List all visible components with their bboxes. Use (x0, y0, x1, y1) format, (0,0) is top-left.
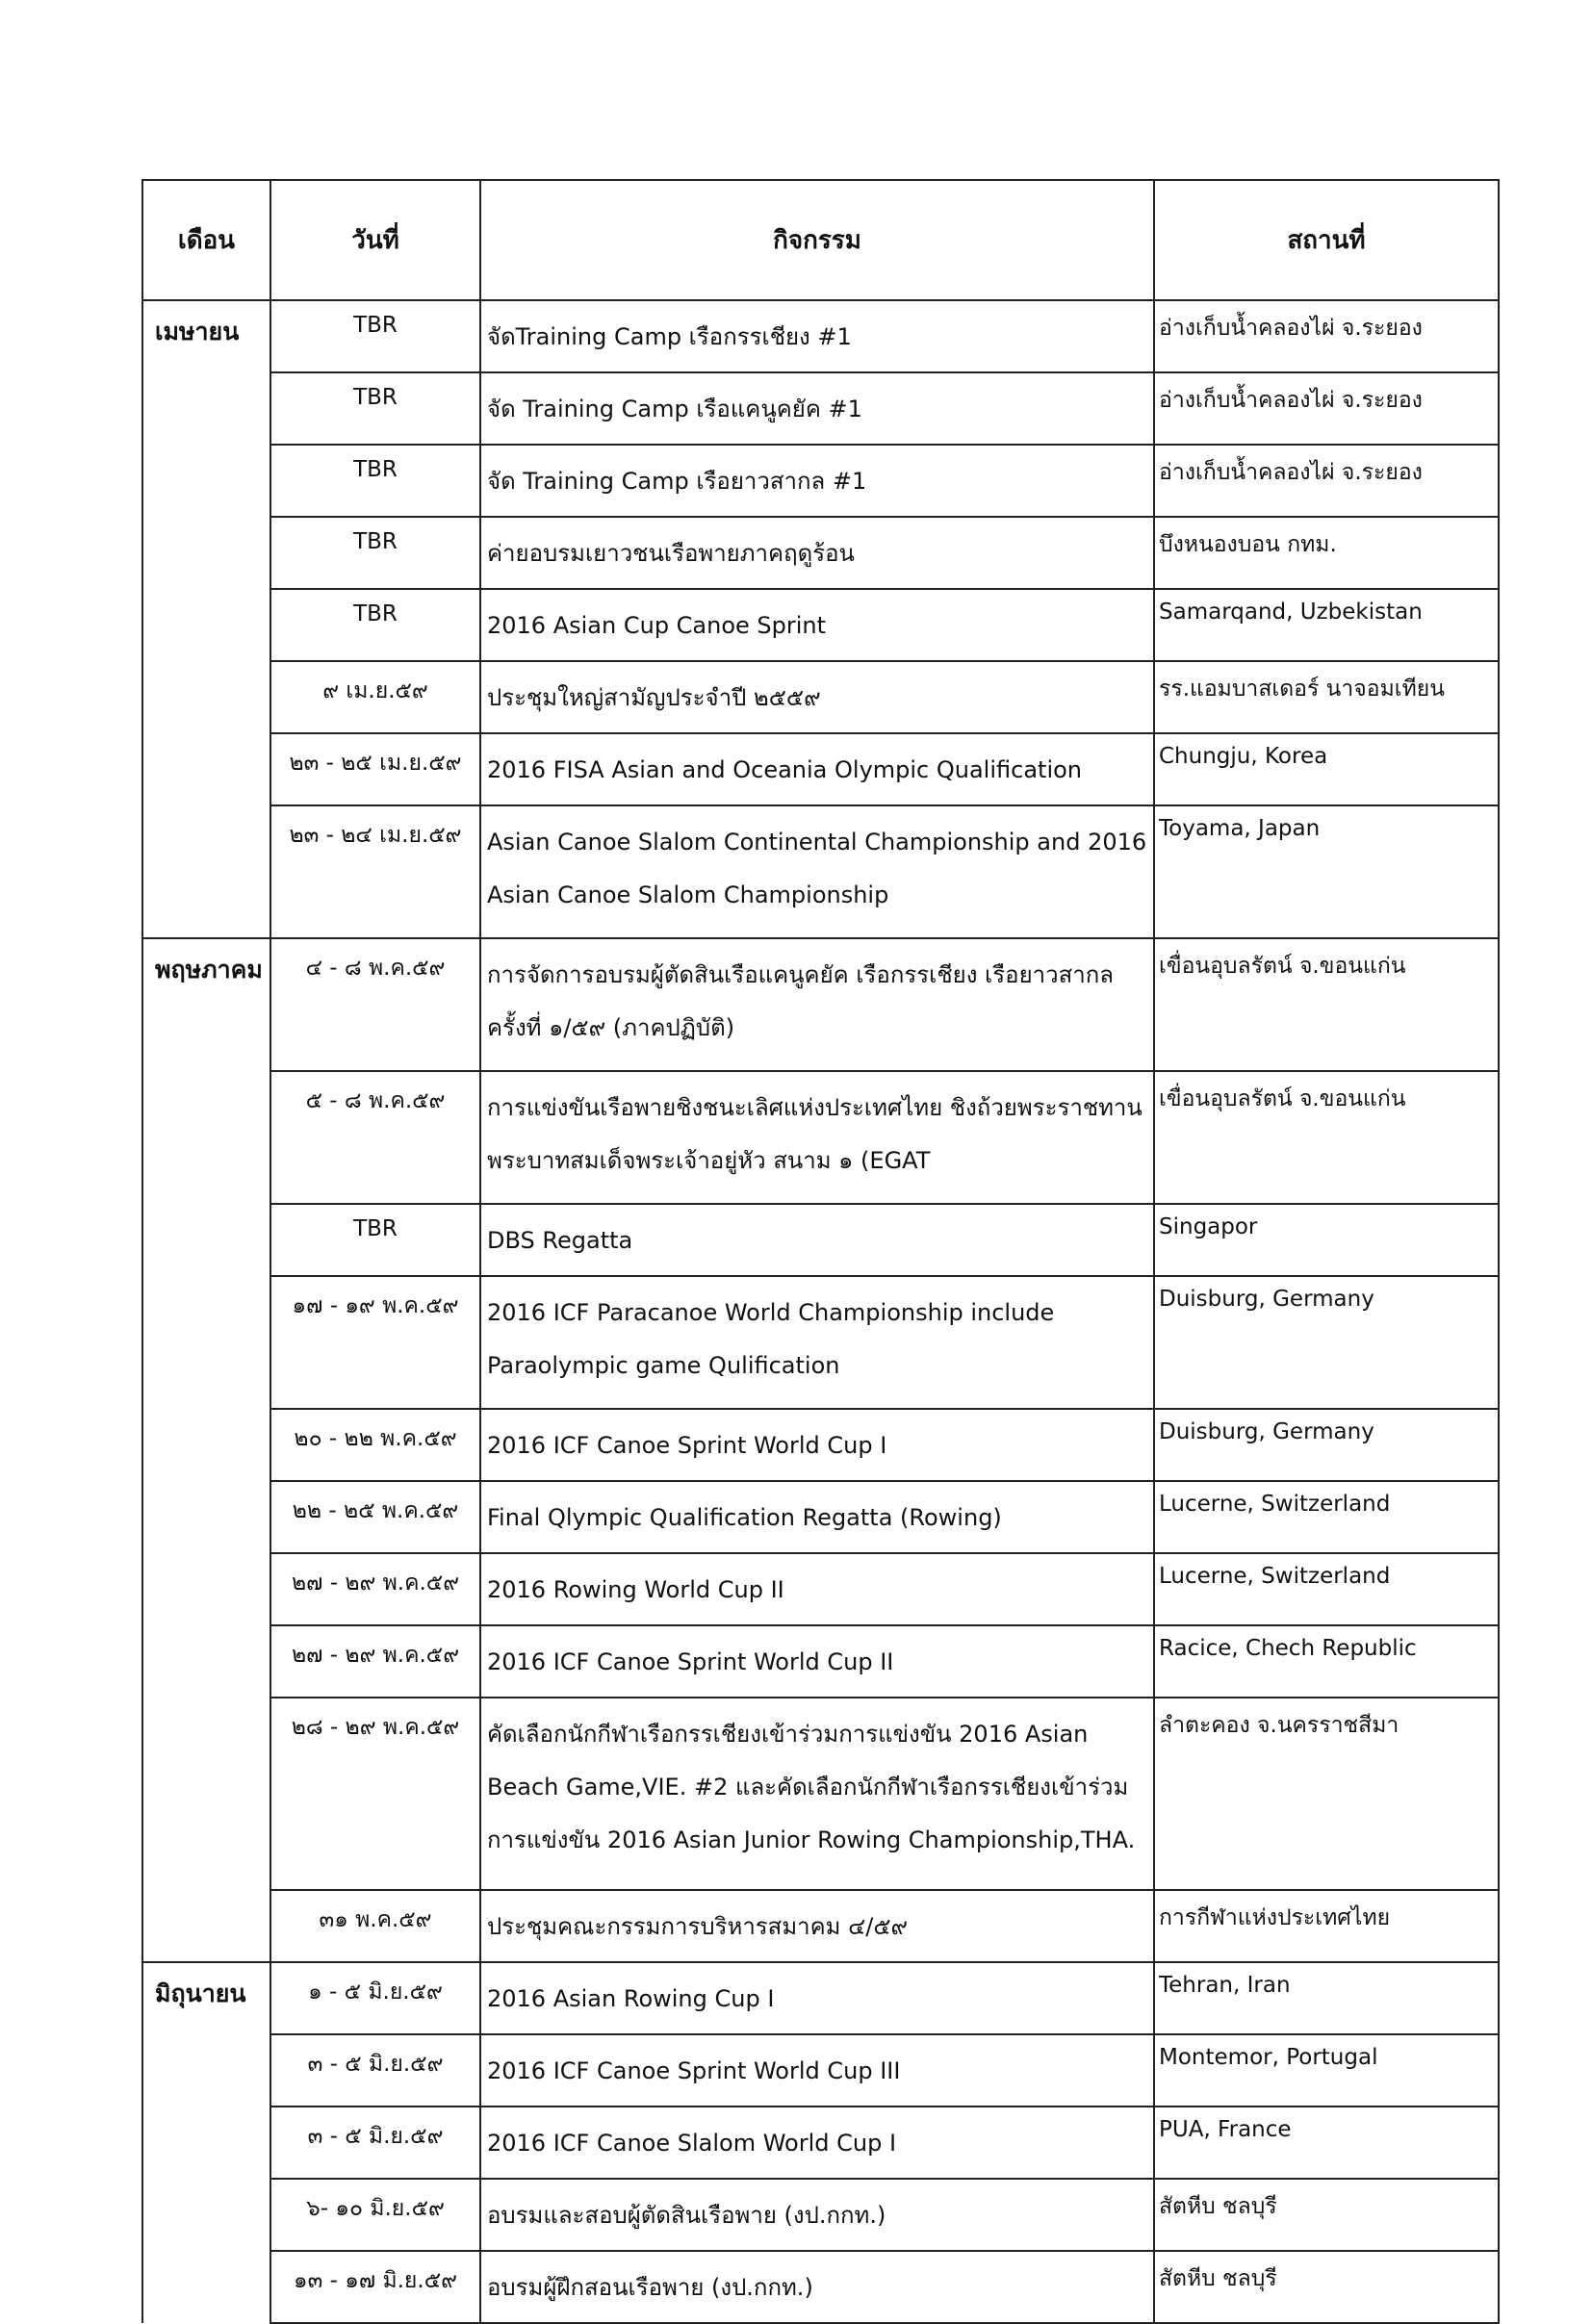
activity-cell: ประชุมคณะกรรมการบริหารสมาคม ๔/๕๙ (480, 1890, 1154, 1962)
month-label: พฤษภาคม (142, 938, 270, 1071)
place-cell: Singapor (1154, 1204, 1499, 1276)
table-row (142, 1409, 1499, 1481)
month-cell (142, 1890, 270, 1962)
month-cell (142, 1698, 270, 1890)
activity-cell: 2016 ICF Canoe Slalom World Cup I (480, 2107, 1154, 2179)
place-cell: Toyama, Japan (1154, 805, 1499, 938)
header-row (142, 180, 1499, 300)
table-row (142, 1698, 1499, 1890)
activity-cell: อบรมและสอบผู้ตัดสินเรือพาย (งป.กกท.) (480, 2179, 1154, 2251)
date-cell: TBR (270, 589, 480, 661)
date-cell: ๒๓ - ๒๔ เม.ย.๕๙ (270, 805, 480, 938)
table-row (142, 805, 1499, 938)
date-cell: ๒๓ - ๒๕ เม.ย.๕๙ (270, 733, 480, 805)
month-cell (142, 1625, 270, 1698)
table-row (142, 1276, 1499, 1409)
month-cell (142, 733, 270, 805)
table-row (142, 589, 1499, 661)
month-cell (142, 1071, 270, 1204)
month-cell (142, 1204, 270, 1276)
activity-cell: การจัดการอบรมผู้ตัดสินเรือแคนูคยัค เรือกรรเชียง เรือยาวสากล ครั้งที่ ๑/๕๙ (ภาคปฏิบัติ) (480, 938, 1154, 1071)
place-cell: PUA, France (1154, 2107, 1499, 2179)
place-cell: Duisburg, Germany (1154, 1276, 1499, 1409)
place-cell: รร.แอมบาสเดอร์ นาจอมเทียน (1154, 661, 1499, 733)
month-cell (142, 445, 270, 517)
place-cell: เขื่อนอุบลรัตน์ จ.ขอนแก่น (1154, 938, 1499, 1071)
place-cell: บึงหนองบอน กทม. (1154, 517, 1499, 589)
date-cell: ๒๒ - ๒๕ พ.ค.๕๙ (270, 1481, 480, 1553)
activity-cell: 2016 ICF Paracanoe World Championship include Paraolympic game Qulification (480, 1276, 1154, 1409)
activity-cell: 2016 FISA Asian and Oceania Olympic Qualification (480, 733, 1154, 805)
activity-cell: ค่ายอบรมเยาวชนเรือพายภาคฤดูร้อน (480, 517, 1154, 589)
table-row (142, 300, 1499, 372)
table-row (142, 2034, 1499, 2107)
table-row (142, 1962, 1499, 2034)
header-activity: กิจกรรม (480, 180, 1154, 300)
month-cell (142, 2107, 270, 2179)
place-cell: อ่างเก็บน้ำคลองไผ่ จ.ระยอง (1154, 300, 1499, 372)
activity-cell: 2016 ICF Canoe Sprint World Cup III (480, 2034, 1154, 2107)
month-cell (142, 805, 270, 938)
activity-cell: DBS Regatta (480, 1204, 1154, 1276)
activity-cell: อบรมผู้ฝึกสอนเรือพาย (งป.กกท.) (480, 2251, 1154, 2323)
month-cell (142, 1409, 270, 1481)
place-cell: ลำตะคอง จ.นครราชสีมา (1154, 1698, 1499, 1890)
place-cell: Lucerne, Switzerland (1154, 1553, 1499, 1625)
place-cell: Duisburg, Germany (1154, 1409, 1499, 1481)
activity-cell: 2016 Asian Cup Canoe Sprint (480, 589, 1154, 661)
table-row (142, 1553, 1499, 1625)
place-cell: Racice, Chech Republic (1154, 1625, 1499, 1698)
activity-cell: Asian Canoe Slalom Continental Championship and 2016 Asian Canoe Slalom Championship (480, 805, 1154, 938)
table-row (142, 445, 1499, 517)
table-row (142, 1204, 1499, 1276)
activity-cell: Final Qlympic Qualification Regatta (Rowing) (480, 1481, 1154, 1553)
place-cell: Chungju, Korea (1154, 733, 1499, 805)
date-cell: ๒๗ - ๒๙ พ.ค.๕๙ (270, 1553, 480, 1625)
date-cell: ๒๘ - ๒๙ พ.ค.๕๙ (270, 1698, 480, 1890)
month-cell (142, 1481, 270, 1553)
activity-cell: จัด Training Camp เรือแคนูคยัค #1 (480, 372, 1154, 445)
month-cell (142, 1276, 270, 1409)
schedule-body (142, 300, 1499, 2323)
date-cell: ๓ - ๕ มิ.ย.๕๙ (270, 2107, 480, 2179)
place-cell: อ่างเก็บน้ำคลองไผ่ จ.ระยอง (1154, 372, 1499, 445)
place-cell: เขื่อนอุบลรัตน์ จ.ขอนแก่น (1154, 1071, 1499, 1204)
table-row (142, 2251, 1499, 2323)
date-cell: TBR (270, 517, 480, 589)
month-cell (142, 1553, 270, 1625)
place-cell: Montemor, Portugal (1154, 2034, 1499, 2107)
date-cell: ๖- ๑๐ มิ.ย.๕๙ (270, 2179, 480, 2251)
month-cell (142, 589, 270, 661)
header-month: เดือน (142, 180, 270, 300)
place-cell: Samarqand, Uzbekistan (1154, 589, 1499, 661)
table-row (142, 661, 1499, 733)
place-cell: Tehran, Iran (1154, 1962, 1499, 2034)
place-cell: อ่างเก็บน้ำคลองไผ่ จ.ระยอง (1154, 445, 1499, 517)
activity-cell: 2016 ICF Canoe Sprint World Cup II (480, 1625, 1154, 1698)
activity-cell: ประชุมใหญ่สามัญประจำปี ๒๕๕๙ (480, 661, 1154, 733)
place-cell: สัตหีบ ชลบุรี (1154, 2179, 1499, 2251)
activity-cell: 2016 Rowing World Cup II (480, 1553, 1154, 1625)
header-date: วันที่ (270, 180, 480, 300)
place-cell: สัตหีบ ชลบุรี (1154, 2251, 1499, 2323)
activity-cell: การแข่งขันเรือพายชิงชนะเลิศแห่งประเทศไทย ชิงถ้วยพระราชทานพระบาทสมเด็จพระเจ้าอยู่หัว สนาม ๑ (EGAT (480, 1071, 1154, 1204)
header-place: สถานที่ (1154, 180, 1499, 300)
table-row (142, 2107, 1499, 2179)
month-cell (142, 2251, 270, 2323)
date-cell: ๑ - ๕ มิ.ย.๕๙ (270, 1962, 480, 2034)
date-cell: TBR (270, 372, 480, 445)
activity-cell: 2016 ICF Canoe Sprint World Cup I (480, 1409, 1154, 1481)
table-row (142, 372, 1499, 445)
activity-cell: จัด Training Camp เรือยาวสากล #1 (480, 445, 1154, 517)
table-row (142, 517, 1499, 589)
date-cell: ๔ - ๘ พ.ค.๕๙ (270, 938, 480, 1071)
table-row (142, 733, 1499, 805)
date-cell: TBR (270, 1204, 480, 1276)
month-label: มิถุนายน (142, 1962, 270, 2034)
table-row (142, 1890, 1499, 1962)
month-cell (142, 661, 270, 733)
date-cell: ๓ - ๕ มิ.ย.๕๙ (270, 2034, 480, 2107)
schedule-table (141, 179, 1500, 2324)
table-row (142, 938, 1499, 1071)
table-row (142, 1481, 1499, 1553)
date-cell: ๙ เม.ย.๕๙ (270, 661, 480, 733)
activity-cell: จัดTraining Camp เรือกรรเชียง #1 (480, 300, 1154, 372)
date-cell: ๓๑ พ.ค.๕๙ (270, 1890, 480, 1962)
date-cell: TBR (270, 445, 480, 517)
table-row (142, 1625, 1499, 1698)
activity-cell: 2016 Asian Rowing Cup I (480, 1962, 1154, 2034)
date-cell: ๑๓ - ๑๗ มิ.ย.๕๙ (270, 2251, 480, 2323)
month-cell (142, 2179, 270, 2251)
date-cell: ๑๗ - ๑๙ พ.ค.๕๙ (270, 1276, 480, 1409)
table-row (142, 1071, 1499, 1204)
table-row (142, 2179, 1499, 2251)
place-cell: Lucerne, Switzerland (1154, 1481, 1499, 1553)
date-cell: TBR (270, 300, 480, 372)
month-label: เมษายน (142, 300, 270, 372)
activity-cell: คัดเลือกนักกีฬาเรือกรรเชียงเข้าร่วมการแข่งขัน 2016 Asian Beach Game,VIE. #2 และคัดเลือกนักกีฬาเรือกรรเชียงเข้าร่วมการแข่งขัน 2016 Asian Junior Rowing Championship,THA. (480, 1698, 1154, 1890)
date-cell: ๒๐ - ๒๒ พ.ค.๕๙ (270, 1409, 480, 1481)
date-cell: ๕ - ๘ พ.ค.๕๙ (270, 1071, 480, 1204)
month-cell (142, 372, 270, 445)
month-cell (142, 2034, 270, 2107)
month-cell (142, 517, 270, 589)
date-cell: ๒๗ - ๒๙ พ.ค.๕๙ (270, 1625, 480, 1698)
place-cell: การกีฬาแห่งประเทศไทย (1154, 1890, 1499, 1962)
